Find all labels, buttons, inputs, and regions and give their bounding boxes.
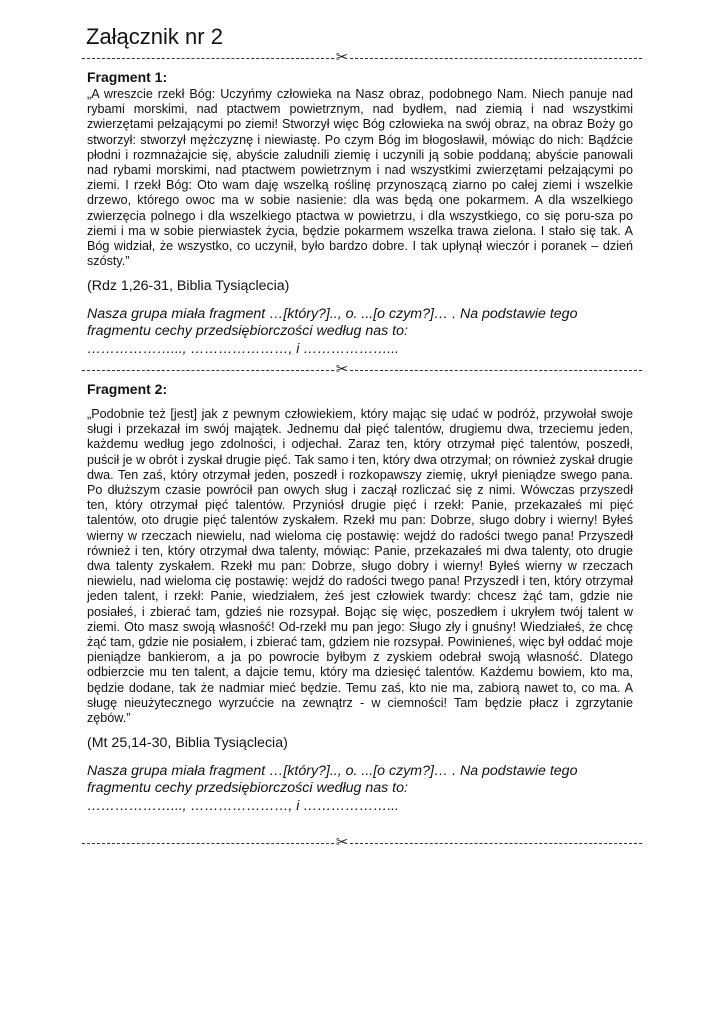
fragment-1-task: Nasza grupa miała fragment …[który?].., o. ...[o czym?]… . Na podstawie tego fragmentu cechy przedsiębiorczości według nas to: <box>87 306 578 340</box>
scissors-icon: ✂ <box>335 49 349 66</box>
fragment-1-heading: Fragment 1: <box>87 69 168 85</box>
fragment-2-reference: (Mt 25,14-30, Biblia Tysiąclecia) <box>87 735 288 752</box>
cut-line <box>82 834 642 851</box>
scissors-icon: ✂ <box>335 834 349 851</box>
cut-line <box>82 49 642 66</box>
fragment-2 <box>87 380 633 813</box>
fragment-2-quote: „Podobnie też [jest] jak z pewnym człowiekiem, który mając się udać w podróż, przywołał swoje sługi i przekazał im swój majątek. Jednemu dał pięć talentów, drugiemu dwa, trzeciemu jeden, każdemu według jego zdolności, i odjechał. Zaraz ten, który otrzymał pięć talentów, poszedł, puścił je w obrót i zyskał drugie pięć. Tak samo i ten, który dwa otrzymał; on również zyskał drugie dwa. Ten zaś, który otrzymał jeden, poszedł i rozkopawszy ziemię, ukrył pieniądze swego pana. Po dłuższym czasie powrócił pan owych sług i zaczął rozliczać się z nimi. Wówczas przyszedł ten, który otrzymał pięć talentów. Przyniósł drugie pięć i rzekł: Panie, przekazałeś mi pięć talentów, oto drugie pięć talentów zyskałem. Rzekł mu pan: Dobrze, sługo dobry i wierny! Byłeś wierny w rzeczach niewielu, nad wieloma cię postawię: wejdź do radości twego pana! Przyszedł również i ten, który otrzymał dwa talenty, mówiąc: Panie, przekazałeś mi dwa talenty, oto drugie dwa talenty zyskałem. Rzekł mu pan: Dobrze, sługo dobry i wierny! Byłeś wierny w rzeczach niewielu, nad wieloma cię postawię: wejdź do radości twego pana! Przyszedł i ten, który otrzymał jeden talent, i rzekł: Panie, wiedziałem, żeś jest człowiek twardy: chcesz żąć tam, gdzie nie posiałeś, i zbierać tam, gdzieś nie rozsypał. Bojąc się więc, poszedłem i ukryłem twój talent w ziemi. Oto masz swoją własność! Od-rzekł mu pan jego: Sługo zły i gnuśny! Wiedziałeś, że chcę żąć tam, gdzie nie posiałem, i zbierać tam, gdziem nie rozsypał. Powinieneś, więc był oddać moje pieniądze bankierom, a ja po powrocie byłbym z zyskiem odebrał swoją własność. Dlatego odbierzcie mu ten talent, a dajcie temu, który ma dziesięć talentów. Każdemu bowiem, kto ma, będzie dodane, tak że nadmiar mieć będzie. Temu zaś, kto nie ma, zabiorą nawet to, co ma. A sługę nieużytecznego wyrzućcie na zewnątrz - w ciemności! Tam będzie płacz i zgrzytanie zębów.” <box>87 407 633 726</box>
page-title: Załącznik nr 2 <box>86 24 223 49</box>
fragment-1-reference: (Rdz 1,26-31, Biblia Tysiąclecia) <box>87 278 290 295</box>
fragment-2-blanks: ………………..., …………………, i ………………... <box>87 797 399 814</box>
fragment-2-task: Nasza grupa miała fragment …[który?].., o. ...[o czym?]… . Na podstawie tego fragmentu cechy przedsiębiorczości według nas to: <box>87 763 578 797</box>
fragment-1-blanks: ………………..., …………………, i ………………... <box>87 340 399 357</box>
fragment-1-quote: „A wreszcie rzekł Bóg: Uczyńmy człowieka na Nasz obraz, podobnego Nam. Niech panuje nad rybami morskimi, nad ptactwem powietrznym, nad bydłem, nad ziemią i nad wszystkimi zwierzętami pełzającymi po ziemi! Stworzył więc Bóg człowieka na swój obraz, na obraz Boży go stworzył: stworzył mężczyznę i niewiastę. Po czym Bóg im błogosławił, mówiąc do nich: Bądźcie płodni i rozmnażajcie się, abyście zaludnili ziemię i uczynili ją sobie poddaną; abyście panowali nad rybami morskimi, nad ptactwem powietrznym i nad wszystkimi zwierzętami pełzającymi po ziemi. I rzekł Bóg: Oto wam daję wszelką roślinę przynoszącą ziarno po całej ziemi i wszelkie drzewo, którego owoc ma w sobie nasienie: dla was będą one pokarmem. A dla wszelkiego zwierzęcia polnego i dla wszelkiego ptactwa w powietrzu, i dla wszystkiego, co się poru-sza po ziemi i ma w sobie pierwiastek życia, będzie pokarmem wszelka trawa zielona. I stało się tak. A Bóg widział, że wszystko, co uczynił, było bardzo dobre. I tak upłynął wieczór i poranek – dzień szósty.” <box>87 87 633 269</box>
scissors-icon: ✂ <box>335 361 349 378</box>
cut-line <box>82 361 642 378</box>
fragment-2-heading: Fragment 2: <box>87 381 168 397</box>
fragment-1 <box>87 68 633 356</box>
